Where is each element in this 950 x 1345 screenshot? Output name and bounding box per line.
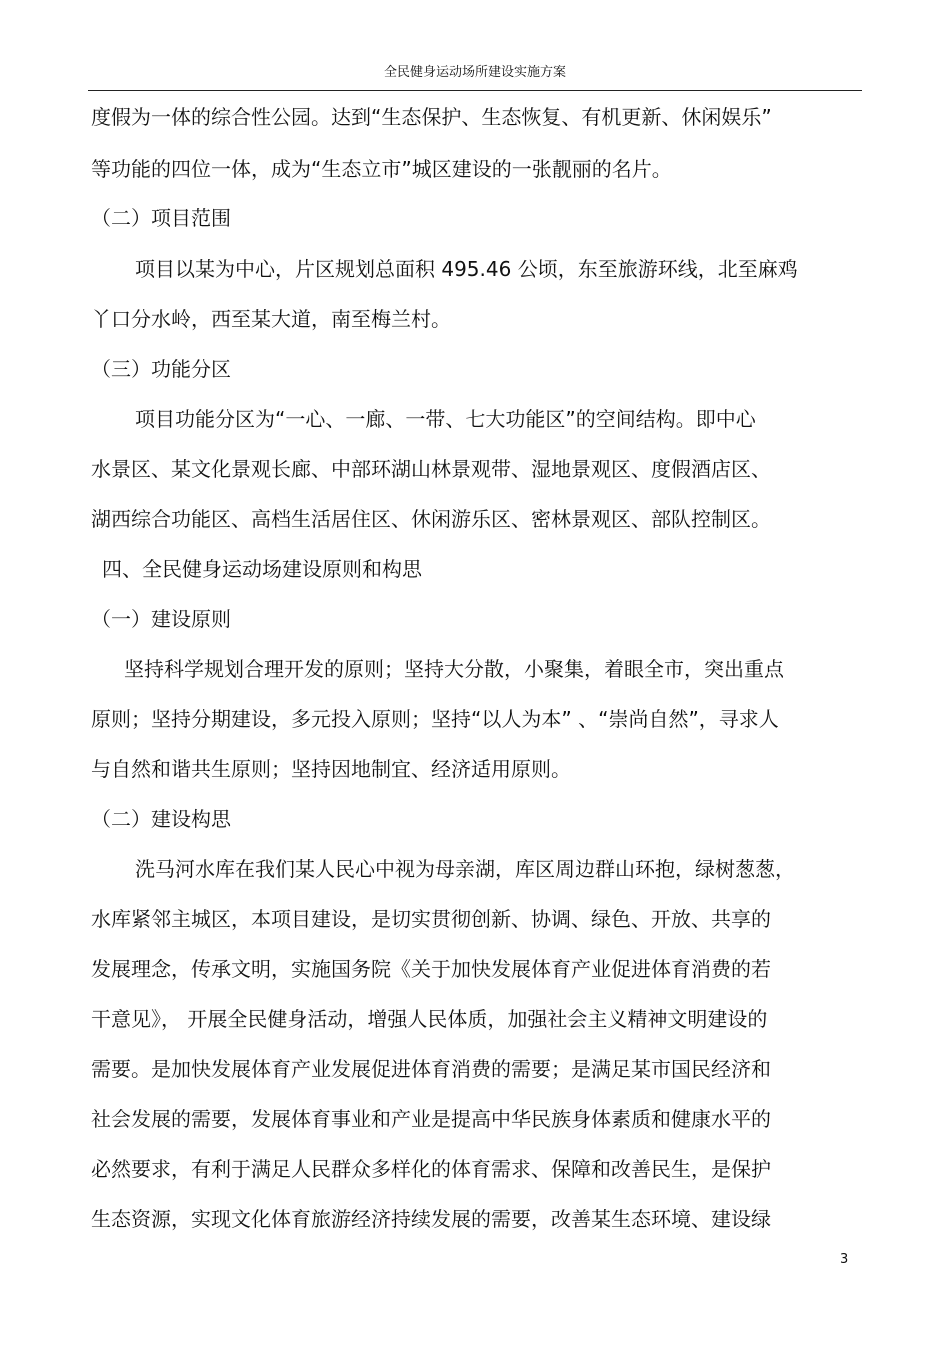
section-heading: （二）建设构思 bbox=[91, 807, 231, 831]
header-rule bbox=[88, 90, 862, 91]
body-line: 必然要求，有利于满足人民群众多样化的体育需求、保障和改善民生，是保护 bbox=[91, 1157, 771, 1181]
page-number: 3 bbox=[840, 1252, 849, 1267]
section-heading: （三）功能分区 bbox=[91, 357, 231, 381]
section-heading: （一）建设原则 bbox=[91, 607, 231, 631]
chapter-heading: 四、全民健身运动场建设原则和构思 bbox=[102, 557, 422, 581]
page-header: 全民健身运动场所建设实施方案 bbox=[383, 65, 566, 80]
body-line: 等功能的四位一体，成为“生态立市”城区建设的一张靓丽的名片。 bbox=[91, 157, 672, 181]
body-line: 项目以某为中心，片区规划总面积 495.46 公顷，东至旅游环线，北至麻鸡 bbox=[135, 257, 798, 281]
body-line: 干意见》， 开展全民健身活动，增强人民体质，加强社会主义精神文明建设的 bbox=[91, 1007, 768, 1031]
body-line: 水库紧邻主城区，本项目建设，是切实贯彻创新、协调、绿色、开放、共享的 bbox=[91, 907, 771, 931]
body-line: 度假为一体的综合性公园。达到“生态保护、生态恢复、有机更新、休闲娱乐” bbox=[91, 105, 772, 129]
body-line: 社会发展的需要，发展体育事业和产业是提高中华民族身体素质和健康水平的 bbox=[91, 1107, 771, 1131]
body-line: 湖西综合功能区、高档生活居住区、休闲游乐区、密林景观区、部队控制区。 bbox=[91, 507, 771, 531]
body-line: 生态资源，实现文化体育旅游经济持续发展的需要，改善某生态环境、建设绿 bbox=[91, 1207, 771, 1231]
body-line: 项目功能分区为“一心、一廊、一带、七大功能区”的空间结构。即中心 bbox=[135, 407, 756, 431]
body-line: 洗马河水库在我们某人民心中视为母亲湖，库区周边群山环抱，绿树葱葱， bbox=[135, 857, 795, 881]
body-line: 发展理念，传承文明，实施国务院《关于加快发展体育产业促进体育消费的若 bbox=[91, 957, 771, 981]
body-line: 丫口分水岭，西至某大道，南至梅兰村。 bbox=[91, 307, 451, 331]
body-line: 原则；坚持分期建设，多元投入原则；坚持“以人为本” 、“崇尚自然”，寻求人 bbox=[91, 707, 779, 731]
body-line: 与自然和谐共生原则；坚持因地制宜、经济适用原则。 bbox=[91, 757, 571, 781]
body-line: 水景区、某文化景观长廊、中部环湖山林景观带、湿地景观区、度假酒店区、 bbox=[91, 457, 771, 481]
body-line: 需要。是加快发展体育产业发展促进体育消费的需要；是满足某市国民经济和 bbox=[91, 1057, 771, 1081]
section-heading: （二）项目范围 bbox=[91, 206, 231, 230]
body-line: 坚持科学规划合理开发的原则；坚持大分散，小聚集，着眼全市，突出重点 bbox=[124, 657, 784, 681]
